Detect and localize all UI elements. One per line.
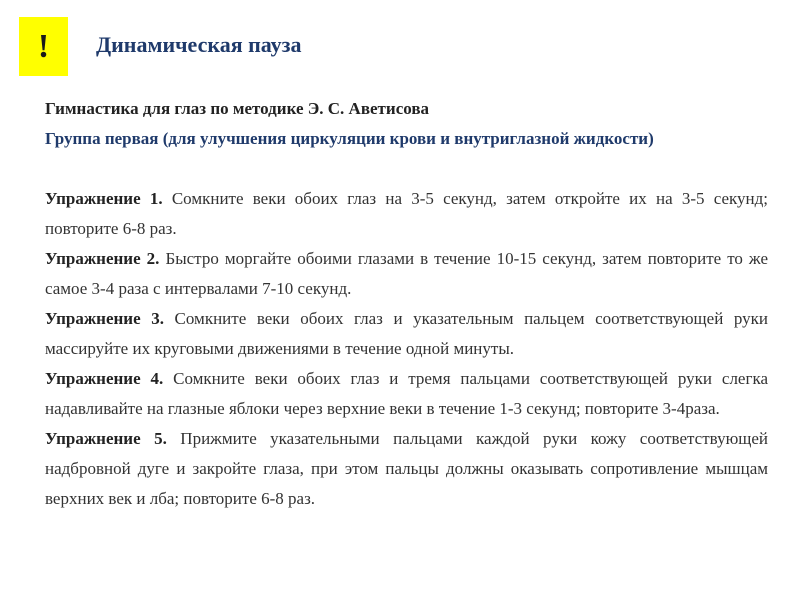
exercise-4: [45, 364, 768, 424]
exercise-label: Упражнение 2.: [45, 249, 160, 268]
exercise-2: [45, 244, 768, 304]
exclamation-icon: !: [37, 27, 50, 65]
exercise-label: Упражнение 5.: [45, 429, 167, 448]
exercise-5: [45, 424, 768, 514]
exercise-text: Прижмите указательными пальцами каждой руки кожу соответствующей надбровной дуге и закройте глаза, при этом пальцы должны оказывать сопротивление мышцам верхних век и лба; повторите 6-8 раз.: [45, 429, 768, 508]
exercise-1: [45, 184, 768, 244]
exercise-text: Быстро моргайте обоими глазами в течение 10-15 секунд, затем повторите то же самое 3-4 раза с интервалами 7-10 секунд.: [45, 249, 769, 298]
page-title: Динамическая пауза: [96, 32, 302, 57]
exercise-label: Упражнение 3.: [45, 309, 164, 328]
method-subtitle: Гимнастика для глаз по методике Э. С. Аветисова: [45, 99, 430, 118]
group-heading: Группа первая (для улучшения циркуляции крови и внутриглазной жидкости): [45, 129, 654, 148]
exclamation-badge: [19, 17, 68, 76]
exercise-text: Сомкните веки обоих глаз на 3-5 секунд, затем откройте их на 3-5 секунд; повторите 6-8 раз.: [45, 189, 768, 238]
exercise-label: Упражнение 4.: [45, 369, 164, 388]
exercise-text: Сомкните веки обоих глаз и тремя пальцами соответствующей руки слегка надавливайте на глазные яблоки через верхние веки в течение 1-3 секунд; повторите 3-4раза.: [45, 369, 768, 418]
content-body: [45, 94, 768, 514]
exercise-label: Упражнение 1.: [45, 189, 163, 208]
exercise-text: Сомкните веки обоих глаз и указательным пальцем соответствующей руки массируйте их круговыми движениями в течение одной минуты.: [45, 309, 768, 358]
exercise-3: [45, 304, 768, 364]
